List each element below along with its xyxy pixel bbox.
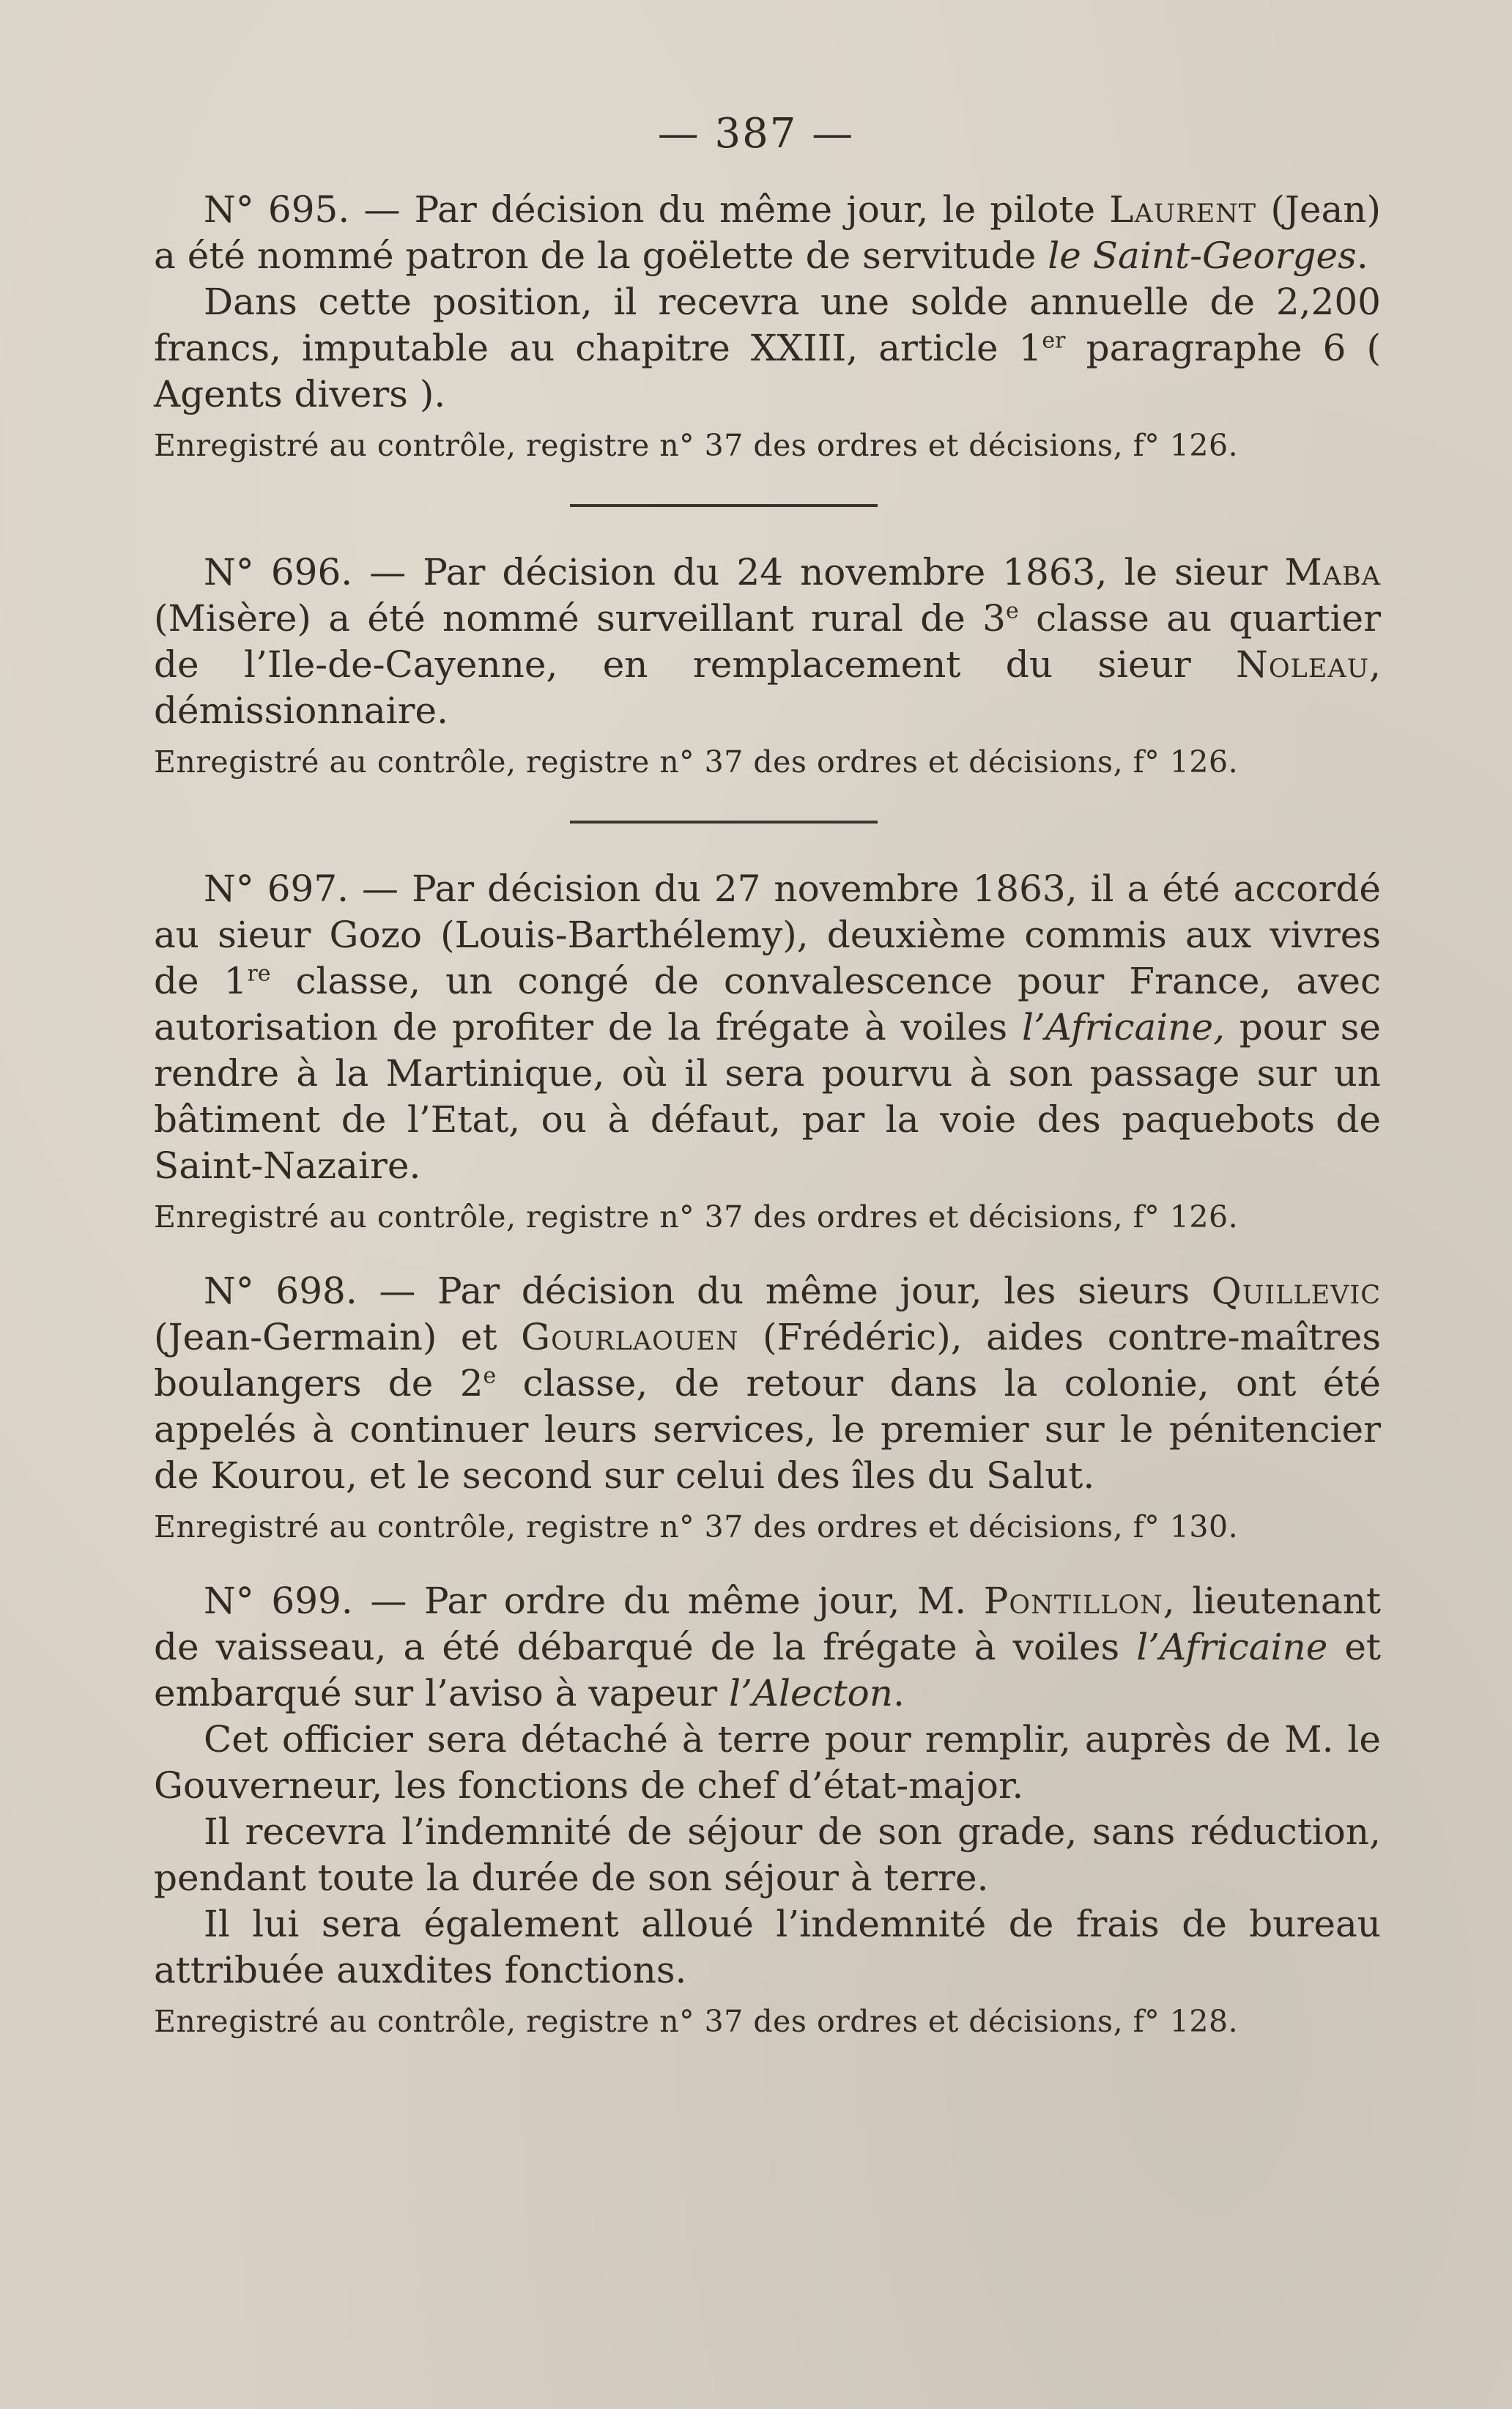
superscript: e	[1006, 598, 1019, 624]
person-name: Noleau	[1236, 643, 1370, 686]
superscript: e	[483, 1363, 497, 1389]
entry-695-paragraph-1	[154, 187, 1381, 279]
ship-name: l’Alecton	[729, 1672, 893, 1714]
spacer	[154, 1547, 1381, 1578]
person-name: Gourlaouen	[521, 1316, 739, 1358]
text-run: (Misère) a été nommé surveillant rural de 3	[154, 597, 1006, 640]
separator-rule	[570, 504, 878, 507]
entry-699-paragraph-3: Il recevra l’indemnité de séjour de son grade, sans réduction, pendant toute la durée de son séjour à terre.	[154, 1810, 1381, 1899]
text-run: .	[893, 1672, 905, 1714]
text-run: .	[1356, 234, 1368, 277]
person-name: Pontillon	[983, 1580, 1163, 1622]
entry-699	[154, 1578, 1381, 2042]
entry-695-registry: Enregistré au contrôle, registre n° 37 des ordres et décisions, f° 126.	[154, 428, 1239, 463]
text-run: , lieutenant de vaisseau, a été débarqué de la frégate à voiles	[154, 1580, 1381, 1668]
text-run: classe, un congé de convalescence pour France, avec autorisation de profiter de la frégate à voiles	[154, 960, 1381, 1048]
person-name: Maba	[1284, 551, 1381, 593]
entry-696-paragraph-1	[154, 549, 1381, 734]
text-run: N° 697. — Par décision du 27 novembre 1863, il a été accordé au sieur Gozo (Louis-Barthélemy), deuxième commis aux vivres de 1	[154, 867, 1381, 1002]
text-run: pour se rendre à la Martinique, où il sera pourvu à son passage sur un bâtiment de l’Etat, ou à défaut, par la voie des paquebots de Saint-Nazaire.	[154, 1006, 1381, 1187]
text-run: N° 698. — Par décision du même jour, les sieurs	[204, 1270, 1212, 1312]
superscript: er	[1042, 328, 1066, 354]
entry-699-paragraph-2: Cet officier sera détaché à terre pour remplir, auprès de M. le Gouverneur, les fonctions de chef d’état-major.	[154, 1718, 1381, 1807]
ship-name: l’Africaine,	[1021, 1006, 1225, 1048]
entry-696	[154, 549, 1381, 782]
person-name: Quillevic	[1211, 1270, 1381, 1312]
entry-695	[154, 187, 1381, 466]
entry-698	[154, 1268, 1381, 1547]
superscript: re	[247, 961, 271, 987]
text-run: Dans cette position, il recevra une solde annuelle de 2,200 francs, imputable au chapitre XXIII, article 1	[154, 281, 1381, 369]
text-run: (Frédéric), aides contre-maîtres boulangers de 2	[154, 1316, 1382, 1405]
entry-697-registry: Enregistré au contrôle, registre n° 37 des ordres et décisions, f° 126.	[154, 1199, 1239, 1235]
entry-699-paragraph-4: Il lui sera également alloué l’indemnité de frais de bureau attribuée auxdites fonctions.	[154, 1903, 1381, 1991]
ship-name: l’Africaine	[1136, 1626, 1328, 1668]
text-run: et embarqué sur l’aviso à vapeur	[154, 1626, 1382, 1714]
text-run: , démissionnaire.	[154, 643, 1381, 732]
entry-699-registry: Enregistré au contrôle, registre n° 37 des ordres et décisions, f° 128.	[154, 2004, 1239, 2039]
text-run: (Jean-Germain) et	[154, 1316, 522, 1358]
entry-696-registry: Enregistré au contrôle, registre n° 37 des ordres et décisions, f° 126.	[154, 744, 1239, 780]
spacer	[154, 1237, 1381, 1268]
entry-695-paragraph-2	[154, 279, 1381, 418]
text-run: N° 696. — Par décision du 24 novembre 1863, le sieur	[204, 551, 1285, 593]
entry-699-paragraph-1	[154, 1578, 1381, 1717]
text-column	[154, 187, 1381, 2042]
text-run: classe, de retour dans la colonie, ont été appelés à continuer leurs services, le premier sur le pénitencier de Kourou, et le second sur celui des îles du Salut.	[154, 1362, 1381, 1497]
text-run: N° 695. — Par décision du même jour, le pilote	[204, 188, 1110, 231]
entry-697	[154, 866, 1381, 1237]
text-run: paragraphe 6 ( Agents divers ).	[154, 327, 1381, 415]
entry-698-registry: Enregistré au contrôle, registre n° 37 des ordres et décisions, f° 130.	[154, 1509, 1239, 1544]
entry-698-paragraph-1	[154, 1268, 1381, 1499]
separator-rule	[570, 821, 878, 824]
ship-name: le Saint-Georges	[1048, 234, 1357, 277]
text-run: (Jean) a été nommé patron de la goëlette de servitude	[154, 188, 1381, 277]
text-run: classe au quartier de l’Ile-de-Cayenne, en remplacement du sieur	[154, 597, 1381, 686]
text-run: N° 699. — Par ordre du même jour, M.	[204, 1580, 984, 1622]
entry-697-paragraph-1	[154, 866, 1381, 1189]
person-name: Laurent	[1109, 188, 1257, 231]
page-number: — 387 —	[657, 110, 855, 158]
